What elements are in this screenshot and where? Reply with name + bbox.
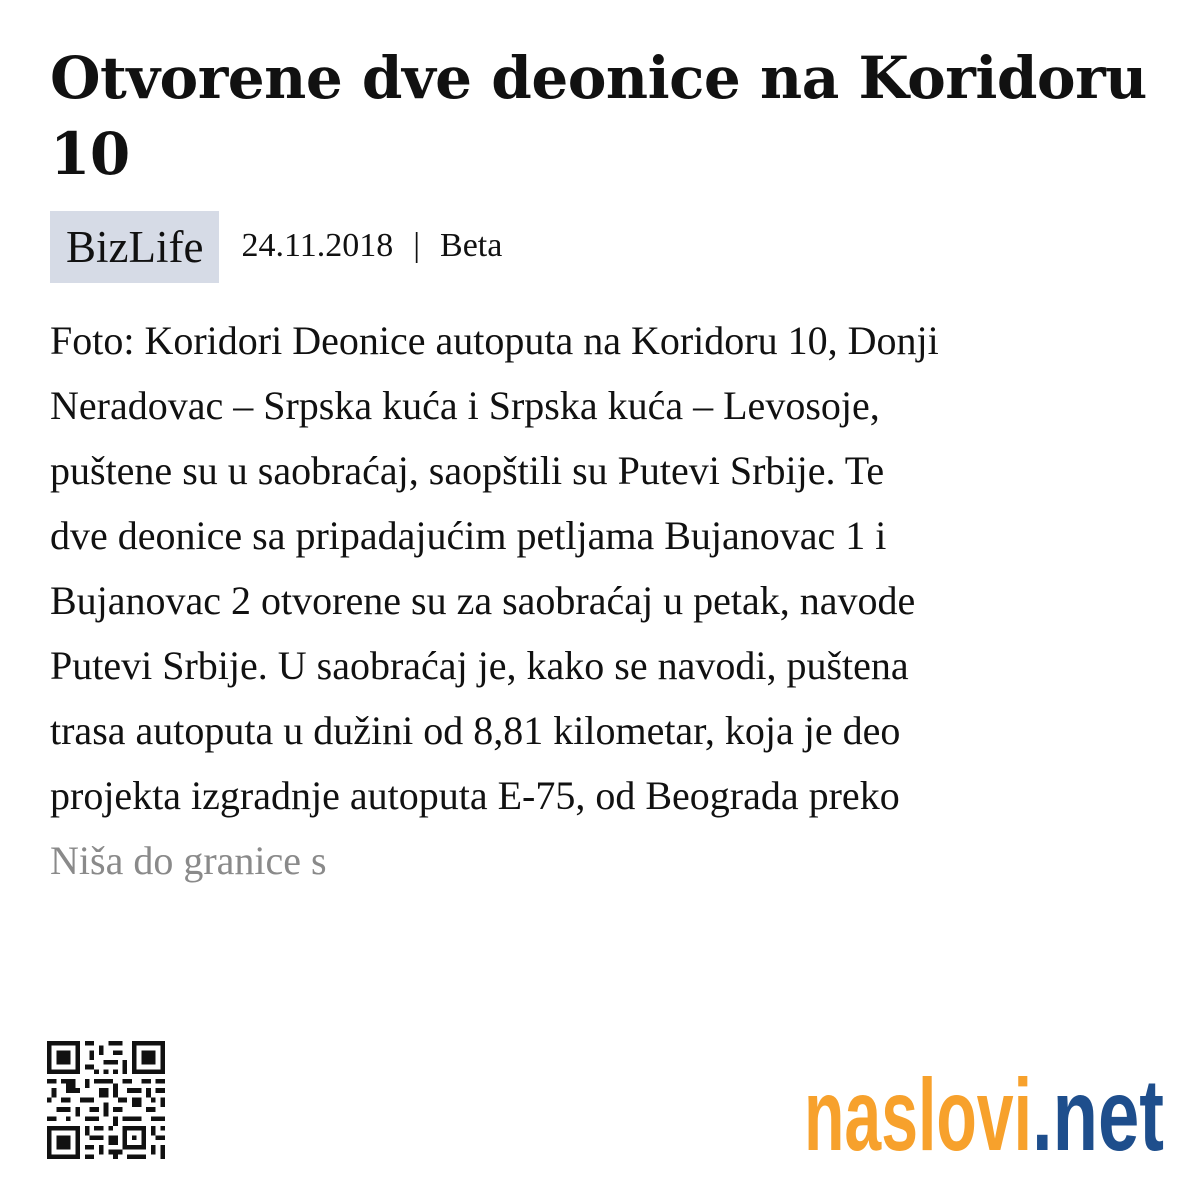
article-body: [50, 308, 1160, 893]
body-line: Putevi Srbije. U saobraćaj je, kako se navodi, puštena: [50, 643, 909, 688]
article-title: Otvorene dve deonice na Koridoru 10: [50, 44, 1147, 188]
naslovi-net-logo[interactable]: [800, 1055, 1170, 1170]
logo-text-naslovi: naslovi: [804, 1058, 1032, 1170]
article-meta: [50, 211, 502, 283]
article-date: 24.11.2018: [241, 227, 394, 264]
body-faded-line: Niša do granice s: [50, 838, 327, 883]
body-line: Neradovac – Srpska kuća i Srpska kuća – Levosoje,: [50, 383, 880, 428]
body-line: Foto: Koridori Deonice autoputa na Koridoru 10, Donji: [50, 318, 939, 363]
body-line: puštene su u saobraćaj, saopštili su Putevi Srbije. Te: [50, 448, 885, 493]
body-line: projekta izgradnje autoputa E-75, od Beograda preko: [50, 773, 900, 818]
logo-text-net: .net: [1032, 1058, 1164, 1170]
body-line: trasa autoputa u dužini od 8,81 kilometar, koja je deo: [50, 708, 901, 753]
article-info: [241, 227, 502, 265]
body-line: dve deonice sa pripadajućim petljama Bujanovac 1 i: [50, 513, 887, 558]
qr-code-icon[interactable]: [47, 1038, 165, 1162]
category-badge[interactable]: BizLife: [50, 211, 219, 283]
article-source: Beta: [440, 227, 503, 264]
body-line: Bujanovac 2 otvorene su za saobraćaj u petak, navode: [50, 578, 916, 623]
meta-separator: |: [413, 227, 421, 264]
